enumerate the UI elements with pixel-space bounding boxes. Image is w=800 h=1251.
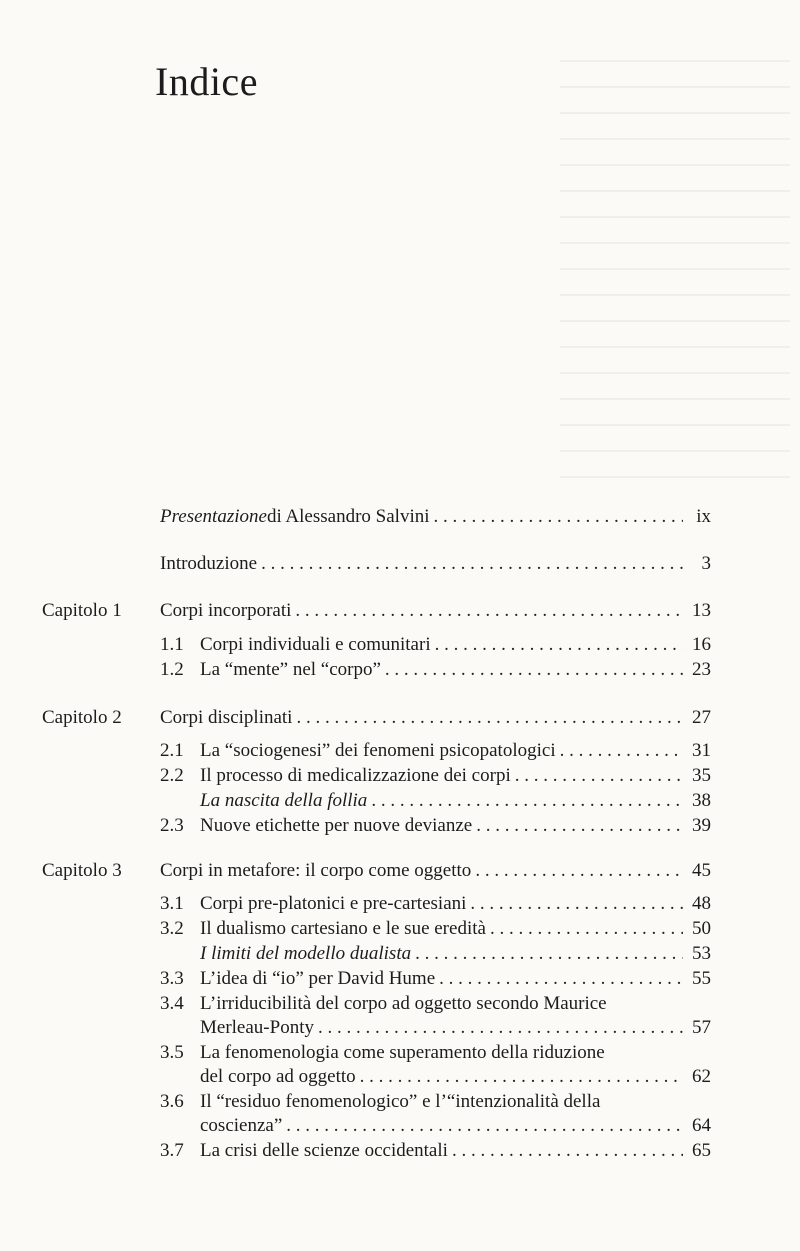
chapter-label: Capitolo 2	[42, 707, 122, 728]
entry-page-number: 65	[692, 1140, 711, 1161]
toc-entry-section[interactable]	[160, 632, 711, 658]
toc-entry-section-line1[interactable]	[160, 1089, 600, 1115]
dot-leader	[296, 705, 683, 731]
entry-title-italic: Presentazione	[160, 506, 267, 527]
dot-leader	[415, 941, 683, 967]
entry-title: La nascita della follia	[200, 790, 368, 811]
section-number: 3.2	[160, 918, 184, 939]
dot-leader	[434, 504, 683, 530]
entry-title: Il processo di medicalizzazione dei corpi	[200, 765, 511, 786]
toc-entry-chapter[interactable]	[160, 858, 711, 884]
entry-title: Corpi in metafore: il corpo come oggetto	[160, 860, 472, 881]
toc-entry-section[interactable]	[160, 1138, 711, 1164]
section-number: 1.1	[160, 634, 184, 655]
toc-entry-subsection[interactable]	[160, 941, 711, 967]
entry-page-number: 35	[692, 765, 711, 786]
toc-entry-section[interactable]	[160, 891, 711, 917]
entry-page-number: 64	[692, 1115, 711, 1136]
toc-entry-section[interactable]	[200, 1064, 711, 1090]
toc-entry-presentazione[interactable]	[160, 504, 711, 530]
toc-entry-subsection[interactable]	[160, 788, 711, 814]
entry-page-number: 57	[692, 1017, 711, 1038]
entry-title-line1: Il “residuo fenomenologico” e l’“intenzionalità della	[200, 1091, 601, 1112]
dot-leader	[435, 632, 683, 658]
toc-entry-section[interactable]	[160, 657, 711, 683]
entry-page-number: 48	[692, 893, 711, 914]
dot-leader	[286, 1113, 683, 1139]
toc-entry-section[interactable]	[160, 738, 711, 764]
page-title: Indice	[155, 59, 258, 104]
entry-title: La crisi delle scienze occidentali	[200, 1140, 448, 1161]
section-number: 3.4	[160, 993, 184, 1014]
toc-entry-section-line1[interactable]	[160, 1040, 605, 1066]
entry-page-number: 31	[692, 740, 711, 761]
entry-title: I limiti del modello dualista	[200, 943, 412, 964]
entry-page-number: 50	[692, 918, 711, 939]
entry-page-number: 55	[692, 968, 711, 989]
entry-page-number: ix	[696, 506, 711, 527]
dot-leader	[470, 891, 683, 917]
entry-page-number: 13	[692, 600, 711, 621]
dot-leader	[371, 788, 683, 814]
toc-entry-introduzione[interactable]	[160, 551, 711, 577]
section-number: 2.1	[160, 740, 184, 761]
entry-page-number: 45	[692, 860, 711, 881]
dot-leader	[475, 858, 683, 884]
entry-title: coscienza”	[200, 1115, 283, 1136]
toc-entry-section[interactable]	[160, 763, 711, 789]
section-number: 2.2	[160, 765, 184, 786]
entry-title: Il dualismo cartesiano e le sue eredità	[200, 918, 486, 939]
entry-page-number: 16	[692, 634, 711, 655]
section-number: 2.3	[160, 815, 184, 836]
section-number: 3.1	[160, 893, 184, 914]
section-number: 3.7	[160, 1140, 184, 1161]
dot-leader	[360, 1064, 683, 1090]
toc-entry-section[interactable]	[160, 813, 711, 839]
chapter-label: Capitolo 1	[42, 600, 122, 621]
entry-page-number: 53	[692, 943, 711, 964]
chapter-label: Capitolo 3	[42, 860, 122, 881]
dot-leader	[560, 738, 683, 764]
entry-page-number: 27	[692, 707, 711, 728]
section-number: 1.2	[160, 659, 184, 680]
entry-page-number: 38	[692, 790, 711, 811]
toc-entry-section[interactable]	[160, 916, 711, 942]
entry-title: Corpi incorporati	[160, 600, 292, 621]
dot-leader	[476, 813, 683, 839]
entry-title: del corpo ad oggetto	[200, 1066, 356, 1087]
entry-title: Introduzione	[160, 553, 258, 574]
entry-title-line1: La fenomenologia come superamento della riduzione	[200, 1042, 605, 1063]
toc-entry-chapter[interactable]	[160, 598, 711, 624]
section-number: 3.3	[160, 968, 184, 989]
entry-title: La “mente” nel “corpo”	[200, 659, 381, 680]
entry-title-line1: L’irriducibilità del corpo ad oggetto secondo Maurice	[200, 993, 607, 1014]
dot-leader	[261, 551, 683, 577]
entry-page-number: 39	[692, 815, 711, 836]
dot-leader	[385, 657, 683, 683]
entry-title: Merleau-Ponty	[200, 1017, 314, 1038]
toc-entry-section[interactable]	[160, 966, 711, 992]
dot-leader	[295, 598, 683, 624]
entry-title: Nuove etichette per nuove devianze	[200, 815, 473, 836]
entry-page-number: 3	[701, 553, 711, 574]
entry-page-number: 23	[692, 659, 711, 680]
toc-entry-section-line1[interactable]	[160, 991, 607, 1017]
entry-title: di Alessandro Salvini	[266, 506, 430, 527]
entry-title: Corpi pre-platonici e pre-cartesiani	[200, 893, 467, 914]
section-number: 3.5	[160, 1042, 184, 1063]
entry-page-number: 62	[692, 1066, 711, 1087]
toc-entry-section[interactable]	[200, 1113, 711, 1139]
dot-leader	[452, 1138, 683, 1164]
entry-title: Corpi disciplinati	[160, 707, 293, 728]
section-number: 3.6	[160, 1091, 184, 1112]
dot-leader	[439, 966, 683, 992]
dot-leader	[515, 763, 683, 789]
toc-entry-section[interactable]	[200, 1015, 711, 1041]
show-through-texture	[560, 60, 790, 500]
dot-leader	[490, 916, 683, 942]
entry-title: L’idea di “io” per David Hume	[200, 968, 436, 989]
entry-title: La “sociogenesi” dei fenomeni psicopatologici	[200, 740, 556, 761]
dot-leader	[318, 1015, 683, 1041]
entry-title: Corpi individuali e comunitari	[200, 634, 431, 655]
toc-entry-chapter[interactable]	[160, 705, 711, 731]
